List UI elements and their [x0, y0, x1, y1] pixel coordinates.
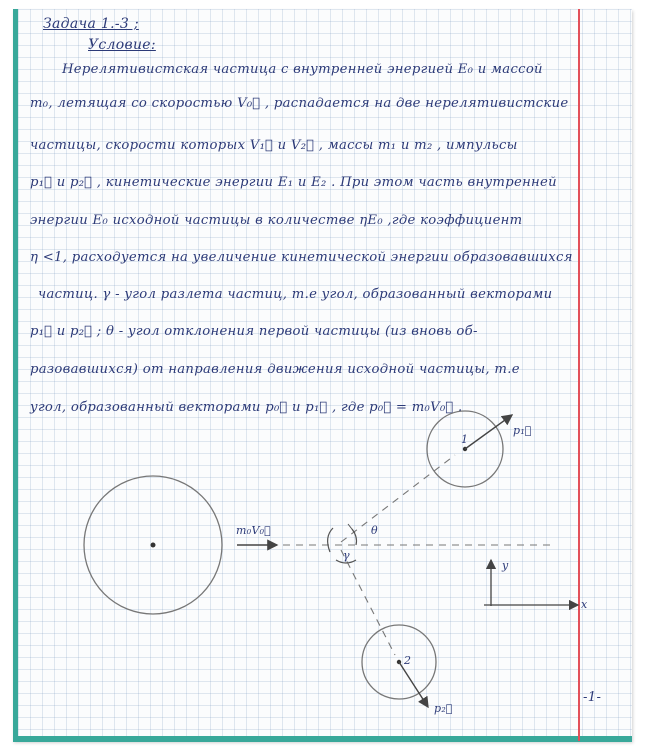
text-line-9: разовавшихся) от направления движения исходной частицы, т.е — [30, 362, 520, 377]
problem-title: Задача 1.-3 ; — [43, 16, 139, 32]
text-line-5: энергии E₀ исходной частицы в количестве ηE₀ ,где коэффициент — [30, 213, 523, 228]
initial-momentum-label: m₀V₀⃗ — [236, 524, 271, 537]
page-number: -1- — [583, 690, 602, 705]
p1-vector-arrow — [465, 415, 512, 449]
y-axis-label: y — [502, 559, 509, 572]
x-axis-label: x — [581, 598, 588, 611]
text-line-1: Нерелятивистская частица с внутренней энергией E₀ и массой — [62, 62, 543, 77]
problem-condition-heading: Условие: — [88, 37, 156, 53]
text-line-2: m₀, летящая со скоростью V₀⃗ , распадается на две нерелятивистские — [30, 96, 569, 111]
theta-label: θ — [371, 524, 378, 537]
text-line-10: угол, образованный векторами p₀⃗ и p₁⃗ , где p₀⃗ = m₀V₀⃗ . — [30, 400, 463, 415]
particle-2-trajectory — [341, 550, 395, 655]
particle-2-number: 2 — [404, 654, 412, 667]
particle-1-number: 1 — [461, 433, 469, 446]
text-line-8: p₁⃗ и p₂⃗ ; θ - угол отклонения первой частицы (из вновь об- — [30, 324, 478, 339]
text-line-4: p₁⃗ и p₂⃗ , кинетические энергии E₁ и E₂ . При этом часть внутренней — [30, 175, 557, 190]
p2-vector-arrow — [399, 662, 428, 707]
gamma-label: γ — [343, 549, 350, 562]
theta-tick — [348, 524, 355, 533]
p2-vector-label: p₂⃗ — [434, 702, 453, 715]
text-line-7: частиц. γ - угол разлета частиц, т.е угол, образованный векторами — [38, 287, 553, 302]
p1-vector-label: p₁⃗ — [513, 424, 532, 437]
text-line-3: частицы, скорости которых V₁⃗ и V₂⃗ , массы m₁ и m₂ , импульсы — [30, 138, 518, 153]
particle-1-trajectory — [341, 455, 455, 542]
text-line-6: η <1, расходуется на увеличение кинетической энергии образовавшихся — [30, 250, 573, 265]
initial-particle-center — [151, 543, 156, 548]
gamma-angle-arc — [328, 528, 333, 552]
